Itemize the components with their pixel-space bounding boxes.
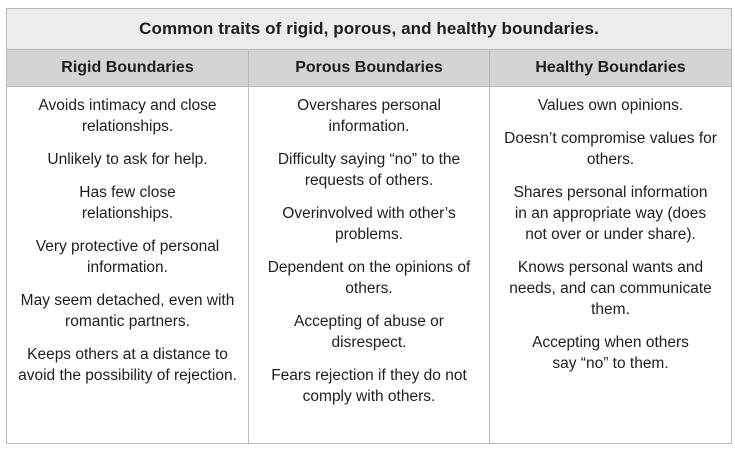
rigid-trait-item: Unlikely to ask for help.	[47, 151, 208, 168]
porous-traits-cell	[249, 87, 490, 444]
rigid-trait-item: May seem detached, even with romantic partners.	[20, 292, 235, 330]
header-porous: Porous Boundaries	[249, 50, 490, 87]
porous-trait-item: Overinvolved with other’s problems.	[282, 205, 456, 243]
header-row	[7, 50, 732, 87]
boundaries-table	[6, 8, 732, 444]
rigid-trait-item: Keeps others at a distance to avoid the possibility of rejection.	[18, 346, 237, 384]
table-title: Common traits of rigid, porous, and healthy boundaries.	[7, 9, 732, 50]
healthy-trait-item: Shares personal information in an appropriate way (does not over or under share).	[513, 184, 708, 243]
healthy-traits-cell	[490, 87, 732, 444]
rigid-trait-item: Has few close relationships.	[79, 184, 176, 222]
header-rigid: Rigid Boundaries	[7, 50, 249, 87]
header-healthy: Healthy Boundaries	[490, 50, 732, 87]
healthy-trait-item: Doesn’t compromise values for others.	[504, 130, 717, 168]
healthy-trait-item: Accepting when others say “no” to them.	[532, 334, 689, 372]
traits-row	[7, 87, 732, 444]
healthy-trait-item: Values own opinions.	[537, 97, 684, 114]
boundaries-table-container	[6, 8, 731, 444]
rigid-traits-cell	[7, 87, 249, 444]
healthy-trait-item: Knows personal wants and needs, and can communicate them.	[509, 259, 712, 318]
porous-trait-item: Accepting of abuse or disrespect.	[294, 313, 444, 351]
rigid-trait-item: Very protective of personal information.	[35, 238, 220, 276]
porous-trait-item: Fears rejection if they do not comply with others.	[271, 367, 467, 405]
porous-trait-item: Overshares personal information.	[297, 97, 441, 135]
porous-trait-item: Difficulty saying “no” to the requests of others.	[277, 151, 461, 189]
title-row	[7, 9, 732, 50]
porous-trait-item: Dependent on the opinions of others.	[267, 259, 471, 297]
rigid-trait-item: Avoids intimacy and close relationships.	[38, 97, 217, 135]
